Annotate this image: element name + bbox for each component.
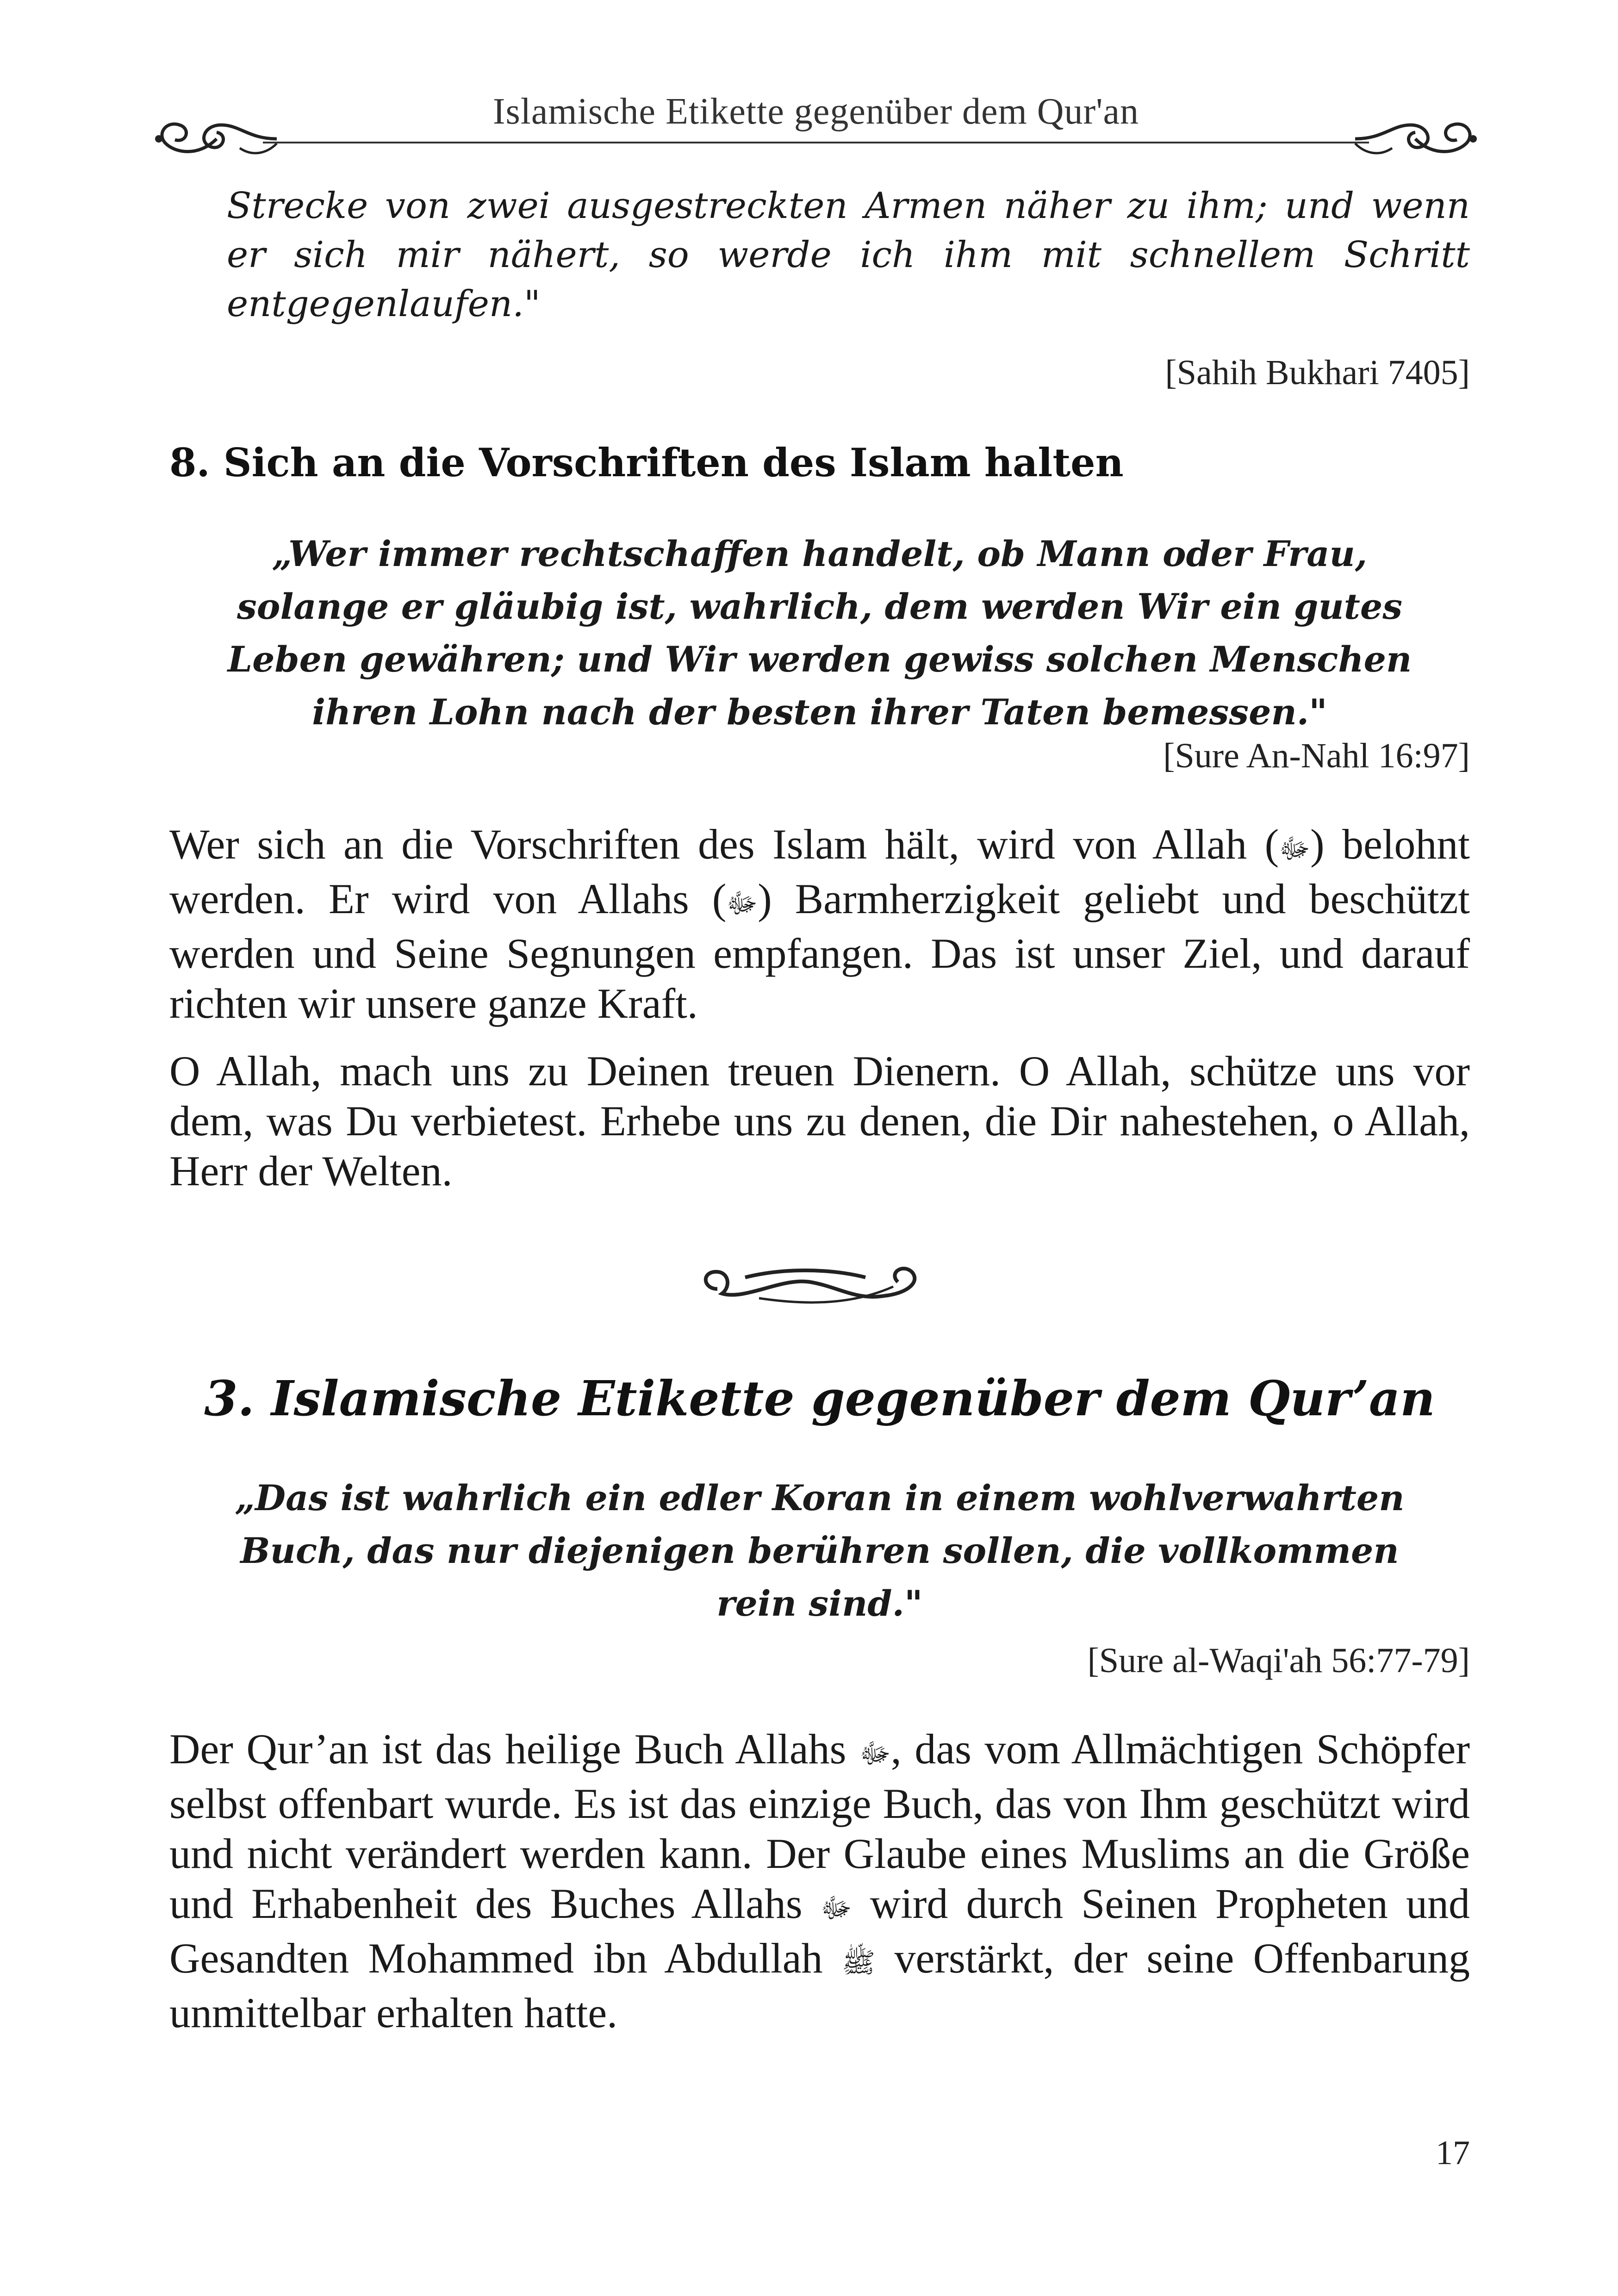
header-rule xyxy=(263,142,1369,143)
honorific-symbol: ﷻ xyxy=(1279,832,1310,865)
section-heading-8: 8. Sich an die Vorschriften des Islam halten xyxy=(169,440,1124,485)
citation-al-waqiah: [Sure al-Waqi'ah 56:77-79] xyxy=(1087,1641,1470,1680)
header-title: Islamische Etikette gegenüber dem Qur'an xyxy=(492,91,1139,132)
paragraph: Wer sich an die Vorschriften des Islam hält, wird von Allah (ﷻ) belohnt werden. Er wird von Allahs (ﷻ) Barmherzigkeit geliebt und beschützt werden und Seine Segnungen empfangen. Das ist unser Ziel, und darauf richten wir unsere ganze Kraft. xyxy=(169,821,1470,1027)
quote-line: Leben gewähren; und Wir werden gewiss solchen Menschen xyxy=(227,639,1412,680)
honorific-symbol: ﷻ xyxy=(726,887,758,920)
honorific-symbol: ﷻ xyxy=(820,1892,852,1924)
honorific-symbol: ﷺ xyxy=(841,1946,876,1979)
citation-bukhari: [Sahih Bukhari 7405] xyxy=(1165,353,1470,392)
running-header xyxy=(147,91,1485,156)
citation-an-nahl: [Sure An-Nahl 16:97] xyxy=(1163,736,1470,775)
divider-ornament-icon xyxy=(690,1250,940,1319)
quote-line: „Wer immer rechtschaffen handelt, ob Mann oder Frau, xyxy=(272,533,1368,574)
quote-line: „Das ist wahrlich ein edler Koran in einem wohlverwahrten xyxy=(235,1477,1405,1518)
honorific-symbol: ﷻ xyxy=(859,1737,891,1770)
paragraph: O Allah, mach uns zu Deinen treuen Dienern. O Allah, schütze uns vor dem, was Du verbietest. Erhebe uns zu denen, die Dir nahestehen, o Allah, Herr der Welten. xyxy=(169,1047,1470,1195)
paragraph: Der Qur’an ist das heilige Buch Allahs ﷻ, das vom Allmächtigen Schöpfer selbst offenbart wurde. Es ist das einzige Buch, das von Ihm geschützt wird und nicht verändert werden kann. Der Glaube eines Muslims an die Größe und Erhabenheit des Buches Allahs ﷻ wird durch Seinen Propheten und Gesandten Mohammed ibn Abdullah ﷺ verstärkt, der seine Offenbarung unmittelbar erhalten hatte. xyxy=(169,1725,1470,2036)
quote-line: ihren Lohn nach der besten ihrer Taten bemessen." xyxy=(312,691,1327,733)
quote-line: Buch, das nur diejenigen berühren sollen, die vollkommen xyxy=(240,1530,1399,1571)
quote-line: solange er gläubig ist, wahrlich, dem werden Wir ein gutes xyxy=(237,586,1402,627)
quote-line: rein sind." xyxy=(716,1583,923,1624)
flourish-ornament-icon xyxy=(1346,106,1485,171)
page-number: 17 xyxy=(1436,2134,1470,2172)
quran-quote-al-waqiah xyxy=(169,1472,1470,1630)
chapter-heading-3: 3. Islamische Etikette gegenüber dem Qur’an xyxy=(204,1370,1435,1427)
continued-quote: Strecke von zwei ausgestreckten Armen näher zu ihm; und wenn er sich mir nähert, so werde ich ihm mit schnellem Schritt entgegenlaufen." xyxy=(227,185,1470,325)
quran-quote-an-nahl xyxy=(169,528,1470,739)
